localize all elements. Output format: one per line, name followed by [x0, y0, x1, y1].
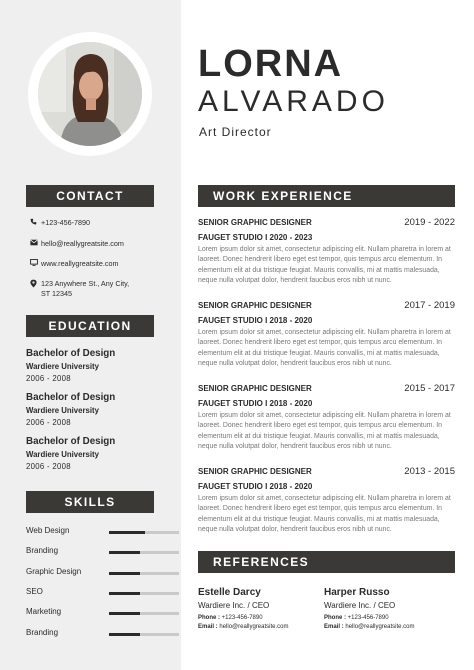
skill-level-bar — [109, 633, 179, 636]
reference-email[interactable] — [324, 624, 454, 630]
mail-icon — [30, 239, 41, 248]
experience-company: FAUGET STUDIO I 2018 - 2020 — [198, 399, 313, 408]
experience-years: 2017 - 2019 — [404, 300, 455, 311]
reference-item — [324, 587, 454, 630]
references-heading: REFERENCES — [198, 551, 455, 573]
reference-phone — [198, 615, 328, 621]
contact-email-text[interactable]: hello@reallygreatsite.com — [41, 239, 124, 248]
profile-photo — [38, 42, 142, 146]
last-name: ALVARADO — [198, 85, 389, 118]
contact-address-text — [41, 279, 129, 299]
skill-level-bar — [109, 551, 179, 554]
experience-company: FAUGET STUDIO I 2018 - 2020 — [198, 482, 313, 491]
contact-email[interactable] — [30, 239, 124, 249]
skill-level-bar — [109, 612, 179, 615]
education-school: Wardiere University — [26, 450, 99, 459]
skill-item — [26, 526, 156, 540]
location-pin-icon — [30, 279, 41, 290]
reference-position: Wardiere Inc. / CEO — [324, 601, 396, 610]
experience-role: SENIOR GRAPHIC DESIGNER — [198, 384, 312, 393]
address-line-2: ST 12345 — [41, 289, 73, 298]
reference-name: Estelle Darcy — [198, 587, 261, 598]
education-degree: Bachelor of Design — [26, 392, 116, 403]
experience-role: SENIOR GRAPHIC DESIGNER — [198, 467, 312, 476]
reference-phone-label: Phone : — [324, 615, 346, 621]
experience-item — [198, 467, 455, 536]
skill-name: Branding — [26, 546, 59, 555]
contact-heading: CONTACT — [26, 185, 154, 207]
reference-name: Harper Russo — [324, 587, 390, 598]
skill-level-bar — [109, 531, 179, 534]
education-years: 2006 - 2008 — [26, 418, 71, 427]
experience-role: SENIOR GRAPHIC DESIGNER — [198, 218, 312, 227]
sidebar — [0, 0, 181, 670]
contact-website-text[interactable]: www.reallygreatsite.com — [41, 259, 119, 268]
contact-address — [30, 279, 129, 299]
reference-email[interactable] — [198, 624, 328, 630]
skill-name: Marketing — [26, 607, 62, 616]
education-item — [26, 348, 166, 383]
experience-item — [198, 301, 455, 370]
education-years: 2006 - 2008 — [26, 374, 71, 383]
education-school: Wardiere University — [26, 406, 99, 415]
skill-item — [26, 607, 156, 621]
experience-description: Lorem ipsum dolor sit amet, consectetur adipiscing elit. Nullam pharetra in lorem at laoreet. Donec hendrerit libero eget est tempor, quis tempus arcu elementum. In elementum elit at dui tristique feugiat. Mauris convallis, mi at mattis malesuada, neque nulla volutpat dolor, hendrerit faucibus eros nibh ut nunc. — [198, 412, 451, 451]
job-title: Art Director — [199, 125, 272, 139]
phone-icon — [30, 218, 41, 227]
skill-level-fill — [109, 612, 140, 615]
reference-email-value[interactable]: hello@reallygreatsite.com — [219, 624, 289, 630]
education-degree: Bachelor of Design — [26, 348, 116, 359]
experience-description: Lorem ipsum dolor sit amet, consectetur adipiscing elit. Nullam pharetra in lorem at laoreet. Donec hendrerit libero eget est tempor, quis tempus arcu elementum. In elementum elit at dui tristique feugiat. Mauris convallis, mi at mattis malesuada, neque nulla volutpat dolor, hendrerit faucibus eros nibh ut nunc. — [198, 329, 451, 368]
reference-email-label: Email : — [198, 624, 218, 630]
experience-years: 2013 - 2015 — [404, 466, 455, 477]
contact-phone — [30, 218, 90, 228]
experience-company: FAUGET STUDIO I 2020 - 2023 — [198, 233, 313, 242]
experience-years: 2019 - 2022 — [404, 217, 455, 228]
skill-name: SEO — [26, 587, 43, 596]
address-line-1: 123 Anywhere St., Any City, — [41, 279, 130, 288]
contact-website[interactable] — [30, 259, 119, 269]
experience-item — [198, 384, 455, 453]
monitor-icon — [30, 259, 41, 268]
experience-description: Lorem ipsum dolor sit amet, consectetur adipiscing elit. Nullam pharetra in lorem at laoreet. Donec hendrerit libero eget est tempor, quis tempus arcu elementum. In elementum elit at dui tristique feugiat. Mauris convallis, mi at mattis malesuada, neque nulla volutpat dolor, hendrerit faucibus eros nibh ut nunc. — [198, 246, 451, 285]
skill-item — [26, 628, 156, 642]
profile-photo-frame — [28, 32, 152, 156]
skill-name: Web Design — [26, 526, 70, 535]
reference-email-label: Email : — [324, 624, 344, 630]
experience-description: Lorem ipsum dolor sit amet, consectetur adipiscing elit. Nullam pharetra in lorem at laoreet. Donec hendrerit libero eget est tempor, quis tempus arcu elementum. In elementum elit at dui tristique feugiat. Mauris convallis, mi at mattis malesuada, neque nulla volutpat dolor, hendrerit faucibus eros nibh ut nunc. — [198, 495, 451, 534]
skill-name: Graphic Design — [26, 567, 82, 576]
skill-item — [26, 546, 156, 560]
skills-heading: SKILLS — [26, 491, 154, 513]
reference-position: Wardiere Inc. / CEO — [198, 601, 270, 610]
education-item — [26, 392, 166, 427]
reference-email-value[interactable]: hello@reallygreatsite.com — [345, 624, 415, 630]
experience-item — [198, 218, 455, 287]
contact-phone-text: +123-456-7890 — [41, 218, 90, 227]
education-school: Wardiere University — [26, 362, 99, 371]
reference-item — [198, 587, 328, 630]
experience-years: 2015 - 2017 — [404, 383, 455, 394]
education-years: 2006 - 2008 — [26, 462, 71, 471]
education-degree: Bachelor of Design — [26, 436, 116, 447]
skill-level-fill — [109, 592, 140, 595]
experience-role: SENIOR GRAPHIC DESIGNER — [198, 301, 312, 310]
skill-level-fill — [109, 531, 145, 534]
skill-level-bar — [109, 592, 179, 595]
experience-company: FAUGET STUDIO I 2018 - 2020 — [198, 316, 313, 325]
skill-name: Branding — [26, 628, 59, 637]
first-name: LORNA — [198, 43, 344, 85]
skill-level-fill — [109, 551, 140, 554]
skill-level-fill — [109, 572, 140, 575]
skill-level-fill — [109, 633, 140, 636]
reference-phone-label: Phone : — [198, 615, 220, 621]
skill-item — [26, 567, 156, 581]
education-item — [26, 436, 166, 471]
skill-item — [26, 587, 156, 601]
skill-level-bar — [109, 572, 179, 575]
work-experience-heading: WORK EXPERIENCE — [198, 185, 455, 207]
reference-phone-value: +123-456-7890 — [347, 615, 389, 621]
reference-phone — [324, 615, 454, 621]
education-heading: EDUCATION — [26, 315, 154, 337]
reference-phone-value: +123-456-7890 — [221, 615, 263, 621]
